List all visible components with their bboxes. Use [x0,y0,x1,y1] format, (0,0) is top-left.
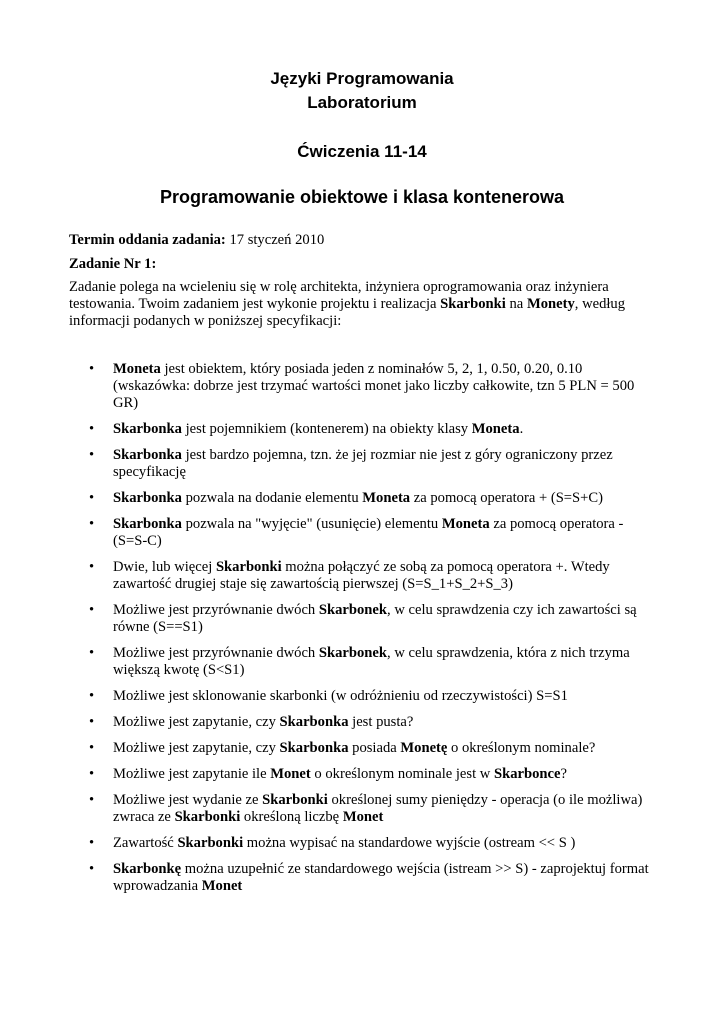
text-run: , w celu sprawdzenia czy ich zawartości są równe (S==S1) [113,602,637,635]
text-run: Możliwe jest wydanie ze [113,792,263,808]
text-run: jest pojemnikiem (kontenerem) na obiekty klasy [181,421,472,437]
spec-item [69,861,659,895]
bullet-icon: • [89,516,95,532]
bold-term: Skarbonka [113,421,182,437]
spec-item [69,361,659,412]
bold-term: Skarbonka [279,714,349,730]
specification-list [69,361,659,904]
bullet-icon: • [89,645,95,661]
bold-term: Skarbonki [262,792,328,808]
bold-term: Monety [526,296,575,312]
text-run: Dwie, lub więcej [113,559,216,575]
bold-term: Monetę [400,740,448,756]
deadline-value: 17 styczeń 2010 [229,232,325,248]
bold-term: Skarbonka [113,516,182,532]
text-run: Możliwe jest zapytanie ile [113,766,271,782]
text-run: określonej sumy pieniędzy - operacja (o ile możliwa) zwraca ze [113,792,643,825]
bold-term: Skarbonka [279,740,349,756]
title-line-2: Laboratorium [307,93,417,112]
text-run: Możliwe jest przyrównanie dwóch [113,602,319,618]
spec-item [69,714,659,731]
bold-term: Moneta [471,421,520,437]
bold-term: Skarbonki [440,296,506,312]
text-run: Zadanie polega na wcieleniu się w rolę architekta, inżyniera oprogramowania oraz inżyniera testowania. Twoim zadaniem jest wykonie projektu i realizacja [69,279,609,312]
bold-term: Skarbonki [174,809,241,825]
bullet-icon: • [89,766,95,782]
text-run: ? [560,766,567,782]
bold-term: Moneta [441,516,490,532]
text-run: Możliwe jest zapytanie, czy [113,740,280,756]
text-run: o określonym nominale? [447,740,596,756]
spec-item [69,688,659,705]
text-run: pozwala na "wyjęcie" (usunięcie) elementu [181,516,442,532]
spec-item [69,516,659,550]
text-run: Możliwe jest przyrównanie dwóch [113,645,319,661]
text-run: za pomocą operatora + (S=S+C) [410,490,603,506]
text-run: Zawartość [113,835,178,851]
bold-term: Skarbonka [113,447,182,463]
title-line-1: Języki Programowania [270,69,454,88]
bold-term: Monet [201,878,243,894]
bullet-icon: • [89,688,95,704]
bullet-icon: • [89,447,95,463]
task-intro [69,279,659,330]
text-run: Możliwe jest zapytanie, czy [113,714,280,730]
text-run: na [505,296,527,312]
text-run: o określonym nominale jest w [310,766,494,782]
spec-item-text [113,602,637,635]
bold-term: Skarbonkę [113,861,182,877]
text-run: jest bardzo pojemna, tzn. że jej rozmiar nie jest z góry ograniczony przez specyfikację [113,447,613,480]
bullet-icon: • [89,559,95,575]
spec-item-text [113,361,634,411]
text-run: pozwala na dodanie elementu [181,490,363,506]
text-run: , w celu sprawdzenia, która z nich trzyma większą kwotę (S<S1) [113,645,630,678]
spec-item [69,559,659,593]
spec-item-text [113,559,610,592]
bold-term: Skarbonce [493,766,561,782]
spec-item-text [113,447,613,480]
text-run: Możliwe jest sklonowanie skarbonki (w odróżnieniu od rzeczywistości) S=S1 [113,688,568,704]
text-run: jest obiektem, który posiada jeden z nominałów 5, 2, 1, 0.50, 0.20, 0.10 (wskazówka: dobrze jest trzymać wartości monet jako liczby całkowite, tzn 5 PLN = 500 GR) [113,361,635,411]
task-heading-label: Zadanie Nr 1: [69,256,157,272]
spec-item-text [113,516,623,549]
bold-term: Skarbonki [215,559,282,575]
bullet-icon: • [89,421,95,437]
bold-term: Moneta [362,490,411,506]
bold-term: Skarbonki [177,835,244,851]
exercises-title: Ćwiczenia 11-14 [297,142,427,161]
spec-item [69,792,659,826]
bold-term: Skarbonka [113,490,182,506]
text-run: można uzupełnić ze standardowego wejścia (istream >> S) - zaprojektuj format wprowadzania [113,861,649,894]
bullet-icon: • [89,835,95,851]
bold-term: Skarbonek [318,645,388,661]
spec-item [69,447,659,481]
text-run: jest pusta? [348,714,414,730]
bullet-icon: • [89,861,95,877]
spec-item [69,835,659,852]
spec-item-text [113,740,595,756]
bullet-icon: • [89,490,95,506]
spec-item-text [113,861,649,894]
text-run: za pomocą operatora - (S=S-C) [113,516,624,549]
bold-term: Monet [270,766,311,782]
bullet-icon: • [89,740,95,756]
spec-item [69,490,659,507]
spec-item-text [113,490,603,506]
spec-item [69,421,659,438]
text-run: . [519,421,524,437]
text-run: , według informacji podanych w poniższej specyfikacji: [69,296,626,329]
bullet-icon: • [89,361,95,377]
spec-item-text [113,766,567,782]
bullet-icon: • [89,714,95,730]
text-run: określoną liczbę [240,809,343,825]
task-heading [69,256,659,273]
text-run: można wypisać na standardowe wyjście (ostream << S ) [243,835,576,851]
spec-item [69,602,659,636]
deadline-label: Termin oddania zadania: [69,232,226,248]
bold-term: Skarbonek [318,602,388,618]
spec-item-text [113,714,413,730]
spec-item-text [113,688,568,704]
spec-item-text [113,421,523,437]
bold-term: Moneta [113,361,161,377]
spec-item [69,740,659,757]
spec-item-text [113,645,630,678]
deadline-line [69,232,659,249]
spec-item [69,645,659,679]
bullet-icon: • [89,792,95,808]
text-run: posiada [348,740,401,756]
spec-item-text [113,835,575,851]
bullet-icon: • [89,602,95,618]
spec-item [69,766,659,783]
topic-title: Programowanie obiektowe i klasa kontenerowa [159,187,565,207]
text-run: można połączyć ze sobą za pomocą operatora +. Wtedy zawartość drugiej staje się zawartością pierwszej (S=S_1+S_2+S_3) [113,559,610,592]
spec-item-text [113,792,642,825]
bold-term: Monet [342,809,384,825]
